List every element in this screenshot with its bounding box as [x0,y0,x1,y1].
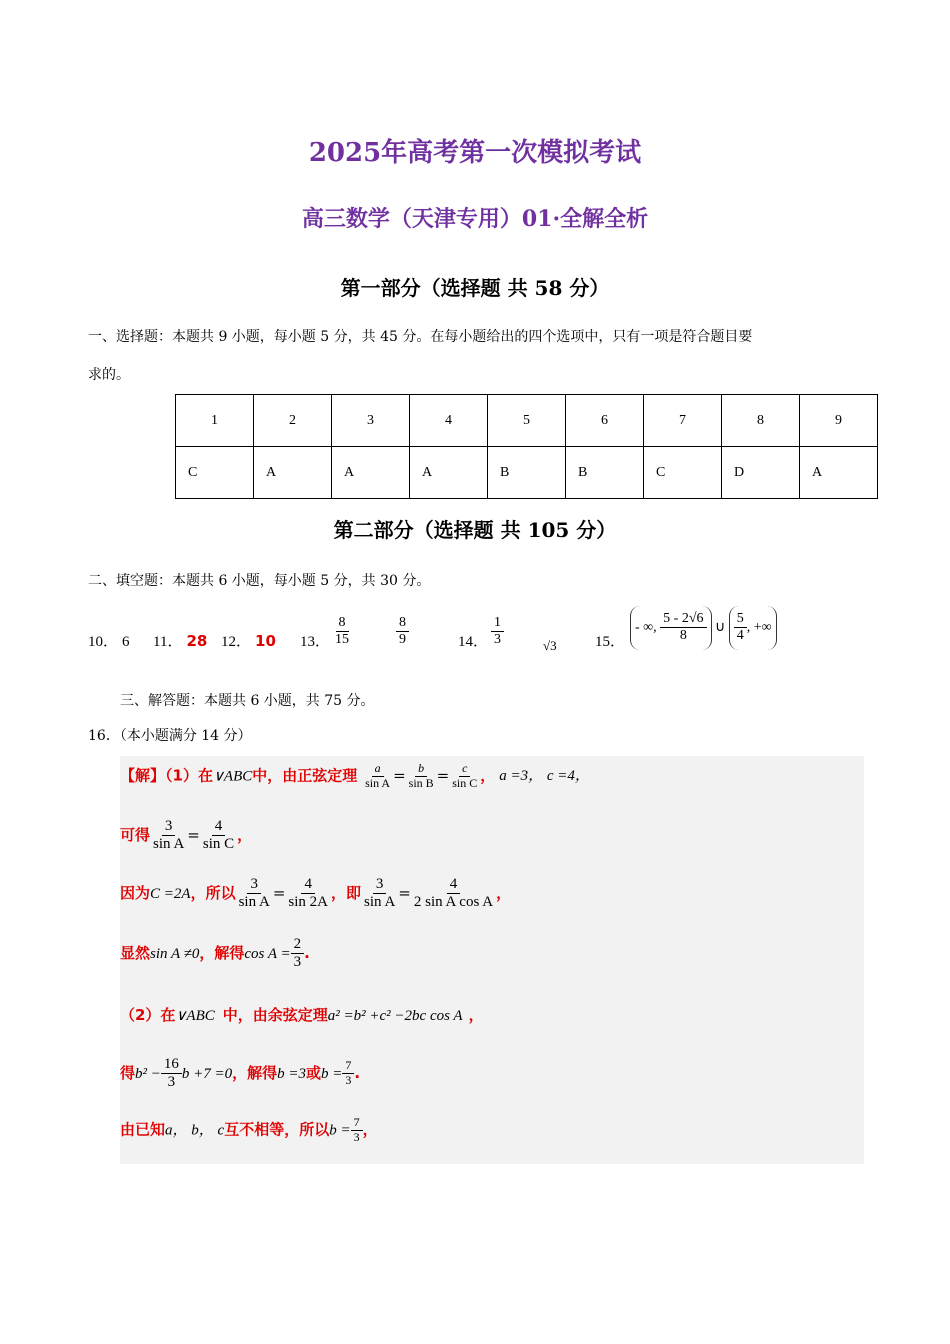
table-cell: 2 [254,395,332,447]
doc-subtitle: 高三数学（天津专用）01·全解全析 [301,206,649,232]
q13-fraction-a: $\frac{8}{15}$ [335,615,349,648]
table-cell: B [566,447,644,499]
table-cell: 9 [800,395,878,447]
q14-sqrt: √3 [543,638,557,653]
solution-line-3: 因为C =2A，所以 $\frac{3}{\text{sin A}}$ = $\frac{4}{\sin 2A}$ ，即 $\frac{3}{\text{sin A}}$ = $\frac{4}{\text{2 sin A cos A}}$ ， [120,876,512,911]
part1-heading: 第一部分（选择题 共 58 分） [340,276,610,300]
q13-label: 13． [300,634,331,650]
table-cell: D [722,447,800,499]
solution-line-1: 【解】（1）在∨ABC中，由正弦定理 $\frac{a}{\text{sin A}}$ = $\frac{b}{\text{sin B}}$ = $\frac{c}{\text{sin C}}$ ， a =3， c =4， [120,761,590,790]
table-cell: C [176,447,254,499]
solution-block [120,756,864,1164]
solution-line-6: 得b² − $\frac{16}{3}$ b +7 =0，解得b =3或b = $\frac{7}{3}$ . [120,1056,361,1091]
part2-instruction: 二、填空题：本题共 6 小题，每小题 5 分，共 30 分。 [88,573,431,589]
solution-line-5: （2）在∨ABC 中，由余弦定理a² =b² +c² −2bc cos A ， [120,1006,484,1024]
table-cell: 6 [566,395,644,447]
table-cell: A [800,447,878,499]
table-cell: 1 [176,395,254,447]
table-cell: B [488,447,566,499]
q14-label: 14． [458,634,489,650]
answer-table [175,394,878,499]
q12-answer: 12． 10 [221,632,276,650]
q11-answer: 11． 28 [153,632,208,650]
table-cell: A [332,447,410,499]
q10-answer: 10． 6 [88,634,130,650]
q13-fraction-b: $\frac{8}{9}$ [396,615,409,648]
solution-line-4: 显然sin A ≠0，解得cos A = $\frac{2}{3}$ . [120,936,310,971]
part1-instruction-line1: 一、选择题：本题共 9 小题，每小题 5 分，共 45 分。在每小题给出的四个选项中，只有一项是符合题目要 [88,329,753,345]
table-cell: 5 [488,395,566,447]
table-cell: C [644,447,722,499]
answer-table-number-row [176,395,878,447]
table-cell: 4 [410,395,488,447]
q15-answer: - ∞, $\frac{5 - 2√6}{8}$ ∪ $\frac{5}{4}$ , +∞ [630,606,777,650]
table-cell: A [254,447,332,499]
table-cell: 3 [332,395,410,447]
solution-line-2: 可得 $\frac{3}{\text{sin A}}$ = $\frac{4}{\text{sin C}}$ ， [120,818,253,853]
table-cell: A [410,447,488,499]
answer-table-answer-row [176,447,878,499]
solution-line-7: 由已知a， b， c互不相等，所以b = $\frac{7}{3}$ ， [120,1115,378,1144]
part2-heading: 第二部分（选择题 共 105 分） [333,518,617,542]
table-cell: 7 [644,395,722,447]
doc-title: 2025年高考第一次模拟考试 [308,138,642,168]
q15-label: 15． [595,634,626,650]
part1-instruction-line2: 求的。 [88,367,130,383]
section3-instruction: 三、解答题：本题共 6 小题，共 75 分。 [120,693,375,709]
q14-fraction: $\frac{1}{3}$ [491,615,504,648]
table-cell: 8 [722,395,800,447]
q16-header: 16．（本小题满分 14 分） [88,728,252,744]
